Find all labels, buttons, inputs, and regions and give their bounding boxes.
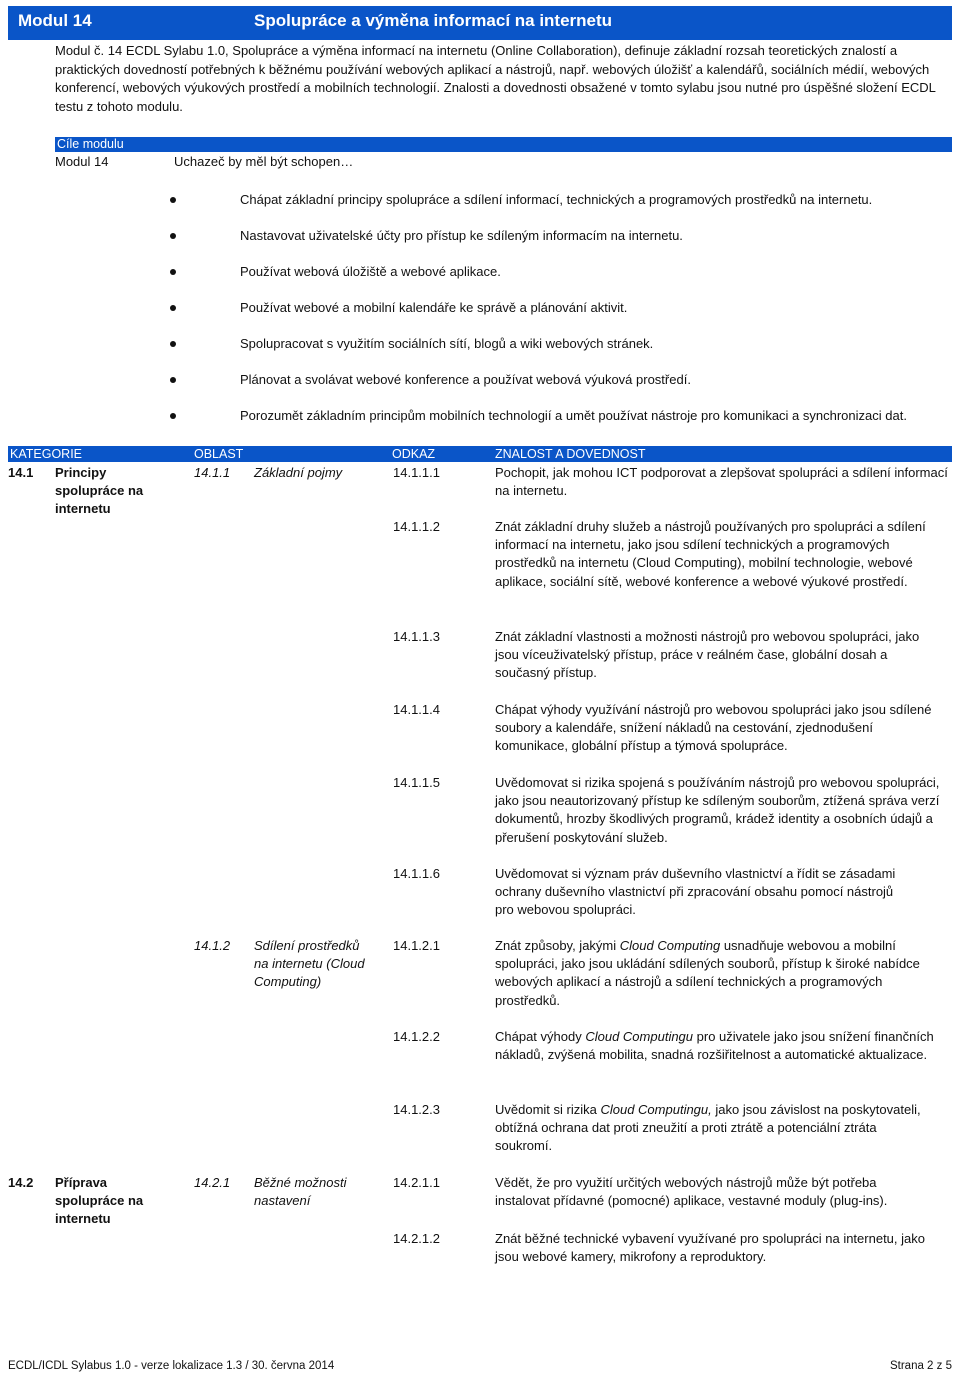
skill-ref: 14.1.1.6: [393, 866, 440, 881]
skill-text: Pochopit, jak mohou ICT podporovat a zlepšovat spolupráci a sdílení informací na internetu.: [495, 465, 948, 499]
area-number: 14.1.1: [194, 465, 231, 480]
area-number: 14.1.2: [194, 938, 231, 953]
bullet-icon: [170, 413, 176, 419]
footer-page-number: Strana 2 z 5: [889, 1360, 952, 1372]
category-name: Příprava spolupráce na internetu: [55, 1175, 144, 1227]
goals-heading-bar: [55, 137, 952, 152]
header-category: KATEGORIE: [10, 447, 83, 461]
area-name: Sdílení prostředků na internetu (Cloud Computing): [254, 938, 365, 990]
skill-text: Uvědomit si rizika Cloud Computingu, jako jsou závislost na poskytovateli, obtížná ochrana dat proti zneužití a proti ztrátě a potenciální ztráta soukromí.: [495, 1102, 921, 1154]
header-ref: ODKAZ: [392, 447, 436, 461]
page-header-bar: [8, 6, 952, 40]
bullet-icon: [170, 305, 176, 311]
module-number: Modul 14: [18, 11, 92, 30]
skill-text: Uvědomovat si rizika spojená s používáním nástrojů pro webovou spolupráci, jako jsou neautorizovaný přístup ke sdíleným souborům, ztížená správa verzí dokumentů, hrozby škodlivých programů, krádež identity a osobních údajů a přerušení poskytování služeb.: [495, 775, 940, 845]
skill-text: Znát běžné technické vybavení využívané pro spolupráci na internetu, jako jsou webové kamery, mikrofony a reproduktory.: [495, 1231, 925, 1265]
intro-paragraph: Modul č. 14 ECDL Sylabu 1.0, Spolupráce a výměna informací na internetu (Online Collaboration), definuje základní rozsah teoretických znalostí a praktických dovedností potřebných k běžnému používání webových aplikací a nástrojů, např. webových úložišť a kalendářů, sociálních médií, webových konferencí, webových výukových prostředí a mobilních technologií. Znalosti a dovednosti obsažené v tomto sylabu jsou nutné pro úspěšné složení ECDL testu z tohoto modulu.: [55, 43, 936, 114]
skill-ref: 14.1.2.1: [393, 938, 440, 953]
area-number: 14.2.1: [194, 1175, 231, 1190]
bullet-icon: [170, 197, 176, 203]
goals-heading: Cíle modulu: [57, 137, 124, 151]
skill-ref: 14.1.1.4: [393, 702, 440, 717]
category-number: 14.1: [8, 465, 34, 480]
skill-ref: 14.1.1.1: [393, 465, 440, 480]
table-header-bar: [8, 446, 952, 462]
skill-text: Vědět, že pro využití určitých webových nástrojů může být potřeba instalovat přídavné (pomocné) aplikace, vestavné moduly (plug-ins).: [495, 1175, 888, 1209]
bullet-icon: [170, 233, 176, 239]
goals-module-label: Modul 14: [55, 154, 109, 169]
module-title: Spolupráce a výměna informací na internetu: [254, 11, 613, 30]
area-name: Běžné možnosti nastavení: [254, 1175, 347, 1209]
skill-ref: 14.1.2.3: [393, 1102, 440, 1117]
bullet-icon: [170, 377, 176, 383]
bullet-icon: [170, 341, 176, 347]
skill-text: Chápat výhody využívání nástrojů pro webovou spolupráci jako jsou sdílené soubory a kalendáře, snížení nákladů na cestování, zjednodušení komunikace, globální přístup a týmová spolupráce.: [495, 702, 932, 754]
bullet-icon: [170, 269, 176, 275]
footer-version: ECDL/ICDL Sylabus 1.0 - verze lokalizace 1.3 / 30. června 2014: [8, 1360, 335, 1372]
header-area: OBLAST: [194, 447, 244, 461]
skill-ref: 14.1.1.5: [393, 775, 440, 790]
skill-text: Uvědomovat si význam práv duševního vlastnictví a řídit se zásadami ochrany duševního vlastnictví při zpracování obsahu pomocí nástrojů pro webovou spolupráci.: [495, 866, 896, 918]
skill-ref: 14.2.1.1: [393, 1175, 440, 1190]
category-name: Principy spolupráce na internetu: [55, 465, 144, 517]
goals-lead: Uchazeč by měl být schopen…: [174, 154, 354, 169]
skill-text: Chápat výhody Cloud Computingu pro uživatele jako jsou snížení finančních nákladů, zvýšená mobilita, snadná rozšiřitelnost a automatické aktualizace.: [495, 1029, 934, 1063]
skill-ref: 14.1.1.3: [393, 629, 440, 644]
skill-text: Znát základní vlastnosti a možnosti nástrojů pro webovou spolupráci, jako jsou víceuživatelský přístup, práce v reálném čase, globální dosah a současný přístup.: [495, 629, 920, 681]
skill-ref: 14.2.1.2: [393, 1231, 440, 1246]
skill-text: Znát způsoby, jakými Cloud Computing usnadňuje webovou a mobilní spolupráci, jako jsou ukládání sdílených souborů, přístup k široké nabídce webových aplikací a nástrojů a sdílení technických a programových prostředků.: [495, 938, 920, 1008]
skill-ref: 14.1.1.2: [393, 519, 440, 534]
category-number: 14.2: [8, 1175, 34, 1190]
skill-ref: 14.1.2.2: [393, 1029, 440, 1044]
skill-text: Znát základní druhy služeb a nástrojů používaných pro spolupráci a sdílení informací na internetu, jako jsou sdílení technických a programových prostředků na internetu (Cloud Computing), mobilní technologie, webové aplikace, sociální sítě, webové konference a webové výukové prostředí.: [495, 519, 926, 589]
header-skill: ZNALOST A DOVEDNOST: [495, 447, 646, 461]
area-name: Základní pojmy: [254, 465, 343, 480]
